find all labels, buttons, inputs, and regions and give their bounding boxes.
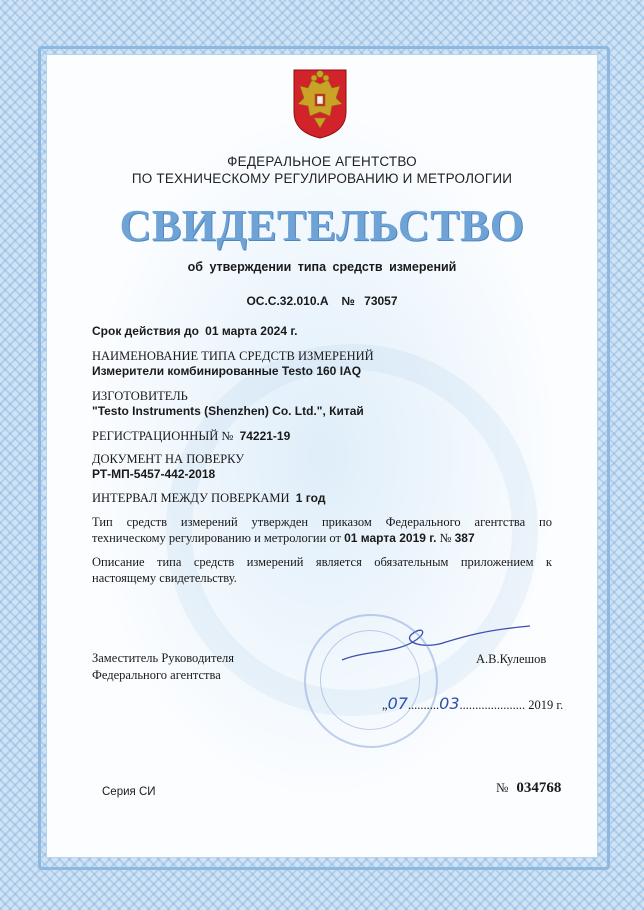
certificate-number: [46, 294, 598, 308]
manufacturer-value: "Testo Instruments (Shenzhen) Co. Ltd.", Китай: [92, 404, 364, 418]
blank-number-value: 034768: [516, 780, 562, 796]
manufacturer-label: ИЗГОТОВИТЕЛЬ: [92, 389, 188, 403]
certificate-body: [46, 54, 598, 858]
interval-line: [92, 491, 325, 506]
validity-line: [92, 324, 297, 339]
blank-number-sign: №: [496, 780, 509, 795]
validity-date: 01 марта 2024 г.: [205, 324, 298, 338]
certificate-subtitle: об утверждении типа средств измерений: [187, 260, 457, 274]
registration-line: [92, 429, 290, 444]
signatory-name: А.В.Кулешов: [476, 652, 547, 666]
annex-note: Описание типа средств измерений является обязательным приложением к настоящему свидетельству.: [92, 555, 552, 585]
signatory-position: [92, 650, 234, 684]
type-name-value: Измерители комбинированные Testo 160 IAQ: [92, 364, 362, 378]
agency-name-line1: ФЕДЕРАЛЬНОЕ АГЕНТСТВО: [227, 154, 417, 169]
approval-paragraph: [92, 514, 552, 546]
number-sign: №: [341, 294, 355, 308]
signatory-position-line2: Федерального агентства: [92, 668, 221, 682]
certificate-code: OC.C.32.010.A: [246, 294, 329, 308]
certificate-number-value: 73057: [364, 294, 398, 308]
verification-doc-value: РТ-МП-5457-442-2018: [92, 467, 216, 481]
interval-label: ИНТЕРВАЛ МЕЖДУ ПОВЕРКАМИ: [92, 491, 290, 505]
date-quote: „: [382, 698, 388, 712]
date-year: 2019 г.: [528, 698, 564, 712]
approval-text: Тип средств измерений утвержден приказом Федерального агентства по техническому регулированию и метрологии от: [92, 515, 552, 545]
signatory-position-line1: Заместитель Руководителя: [92, 651, 234, 665]
date-day: 07: [387, 694, 408, 713]
agency-name-line2: ПО ТЕХНИЧЕСКОМУ РЕГУЛИРОВАНИЮ И МЕТРОЛОГИИ: [131, 171, 513, 186]
coat-of-arms-icon: [290, 68, 350, 140]
series-label: Серия СИ: [102, 786, 156, 798]
signature-date: „07..........03..................... 2019 г.: [382, 694, 564, 713]
approval-date: 01 марта 2019 г.: [344, 531, 437, 545]
date-month: 03: [439, 694, 460, 713]
verification-doc-label: ДОКУМЕНТ НА ПОВЕРКУ: [92, 452, 245, 466]
registration-label: РЕГИСТРАЦИОННЫЙ №: [92, 429, 234, 443]
approval-order-number: 387: [454, 531, 475, 545]
interval-value: 1 год: [295, 491, 326, 505]
type-name-label: НАИМЕНОВАНИЕ ТИПА СРЕДСТВ ИЗМЕРЕНИЙ: [92, 349, 374, 363]
validity-label: Срок действия до: [92, 324, 199, 338]
approval-order-sign: №: [439, 531, 452, 545]
certificate-title: СВИДЕТЕЛЬСТВО: [119, 201, 525, 250]
registration-value: 74221-19: [239, 429, 291, 443]
blank-number: [496, 780, 561, 797]
official-stamp: [304, 614, 438, 748]
